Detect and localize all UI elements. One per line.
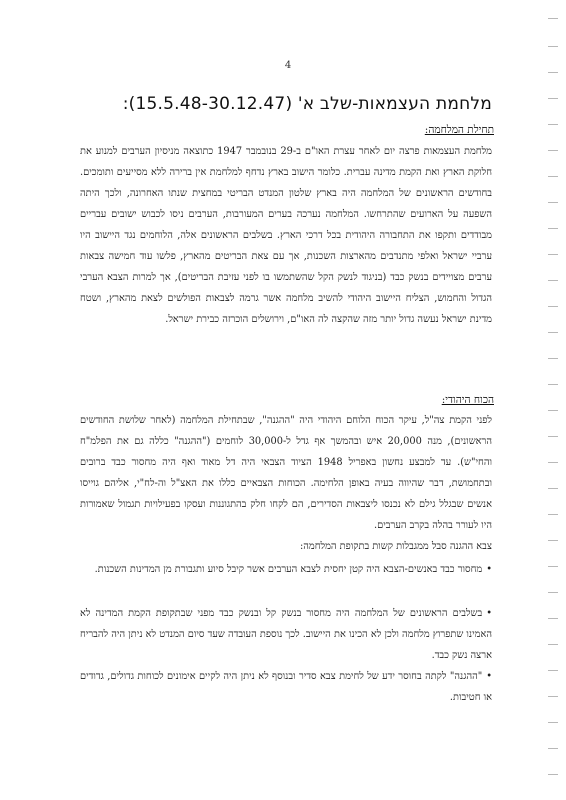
section-heading-start: תחילת המלחמה: bbox=[424, 124, 494, 136]
document-title: מלחמת העצמאות-שלב א' (15.5.48-30.12.47): bbox=[122, 94, 492, 114]
bullet-icon: • bbox=[486, 608, 492, 619]
list-item bbox=[80, 559, 492, 580]
list-item-text: מחסור כבד באנשים-הצבא היה קטן יחסית לצבא הערבים אשר קיבל סיוע ותגבורת מן המדינות השכנות. bbox=[94, 564, 483, 575]
list-item bbox=[80, 666, 492, 708]
paragraph-start: מלחמת העצמאות פרצה יום לאחר עצרת האו"ם ב-29 בנובמבר 1947 כתוצאה מניסיון הערבים למנוע את חלוקת הארץ ואת הקמת מדינה עברית. כלומר הישוב בארץ נדחף למלחמת אין ברירה ללא מסייעים ותומכים. בחודשים הראשונים של המלחמה היה בארץ שלטון המנדט הבריטי במחצית שנתו האחרונה, ולכך היתה השפעה על הארועים שהתרחשו. המלחמה נערכה בערים המעורבות, הערבים ניסו לכבוש ישובים עבריים מבודדים ותקפו את התחבורה היהודית בכל דרכי הארץ. בשלבים הראשונים אלה, הלוחמים נגד היישוב היו ערביי ישראל ואלפי מתנדבים מהארצות השכנות, אך עם צאת הבריטים מהארץ, פלשו עוד חמישה צבאות ערבים מצויידים בנשק כבד (בניגוד לנשק הקל שהשתמשו בו לפני עזיבת הבריטים), אך למרות הצבא הערבי הגדול והחמוש, הצליח היישוב היהודי להשיב מלחמה אשר גרמה לצבאות הפולשים לצאת מהארץ, ושטח מדינת ישראל נעשה גדול יותר מזה שהקצה לה האו"ם, וירושלים הוכרזה כבירת ישראל. bbox=[80, 146, 492, 325]
limitations-intro: צבא ההגנה סבל ממגבלות קשות בתקופת המלחמה: bbox=[299, 541, 492, 552]
list-item-text: בשלבים הראשונים של המלחמה היה מחסור בנשק קל ובנשק כבד מפני שבתקופת הקמת המדינה לא האמינו שתפרוץ מלחמה ולכן לא הכינו את היישוב. לכך נוספת העובדה שעד סיום המנדט לא ניתן היה להבריח ארצה נשק כבד. bbox=[80, 608, 492, 661]
paragraph-jewish-force: לפני הקמת צה"ל, עיקר הכוח הלוחם היהודי היה "ההגנה", שבתחילת המלחמה (לאחר שלושת החודשים הראשונים), מנה 20,000 איש ובהמשך אף גדל ל-30,000 לוחמים ("ההגנה" כללה גם את הפלמ"ח והחי"ש). עד למבצע נחשון באפריל 1948 הציוד הצבאי היה דל מאוד ואף היה מחסור כבד ברובים ובתחמושת, דבר שהיווה בעיה באופן הלחימה. הכוחות הצבאיים כללו את האצ"ל וה-לח"י, אליהם גוייסו אנשים שבגלל גילם לא נכנסו ליצבאות הסדירים, הם לקחו חלק בהתגוננות ועסקו בפעילויות תגמול שאמורות היו לעורר בהלה בקרב הערבים. bbox=[80, 415, 493, 531]
list-item-text: "ההגנה" לקתה בחוסר ידע של לחימת צבא סדיר ובנוסף לא ניתן היה לקיים אימונים לכוחות גדולים, גדודים או חטיבות. bbox=[80, 671, 492, 703]
margin-tick-marks bbox=[544, 0, 558, 800]
bullet-icon: • bbox=[486, 564, 492, 575]
bullet-icon: • bbox=[486, 671, 492, 682]
page-number: 4 bbox=[284, 60, 292, 71]
section-heading-jewish-force: הכוח היהודי: bbox=[441, 394, 494, 406]
list-item bbox=[80, 603, 492, 666]
